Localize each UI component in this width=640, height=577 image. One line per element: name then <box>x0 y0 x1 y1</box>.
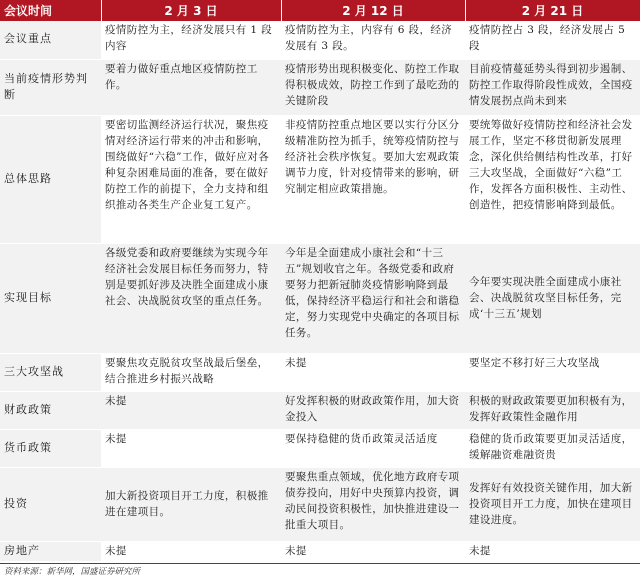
cell-feb-21: 未提 <box>465 541 640 561</box>
table-row <box>0 541 640 561</box>
cell-feb-12: 未提 <box>281 541 465 561</box>
cell-feb-21: 今年要实现决胜全面建成小康社会、决战脱贫攻坚目标任务，完成‘十三五’规划 <box>465 243 640 353</box>
cell-feb-21: 疫情防控占 3 段，经济发展占 5 段 <box>465 21 640 59</box>
table-row <box>0 21 640 59</box>
header-feb-3: 2 月 3 日 <box>101 0 281 21</box>
cell-feb-21: 要坚定不移打好三大攻坚战 <box>465 353 640 391</box>
table-row <box>0 429 640 467</box>
header-feb-12: 2 月 12 日 <box>281 0 465 21</box>
cell-feb-3: 要聚焦攻克脱贫攻坚战最后堡垒，结合推进乡村振兴战略 <box>101 353 281 391</box>
table-row <box>0 353 640 391</box>
cell-feb-12: 疫情形势出现积极变化、防控工作取得积极成效，防控工作到了最吃劲的关键阶段 <box>281 59 465 115</box>
row-category: 三大攻坚战 <box>0 353 101 391</box>
row-category: 实现目标 <box>0 243 101 353</box>
cell-feb-3: 未提 <box>101 391 281 429</box>
cell-feb-12: 未提 <box>281 353 465 391</box>
row-category: 财政政策 <box>0 391 101 429</box>
cell-feb-3: 各级党委和政府要继续为实现今年经济社会发展目标任务而努力，特别是要抓好涉及决胜全面建成小康社会、决战脱贫攻坚的重点任务。 <box>101 243 281 353</box>
cell-feb-3: 加大新投资项目开工力度，积极推进在建项目。 <box>101 467 281 541</box>
row-category: 会议重点 <box>0 21 101 59</box>
header-feb-21: 2 月 21 日 <box>465 0 640 21</box>
cell-feb-21: 目前疫情蔓延势头得到初步遏制、防控工作取得阶段性成效，全国疫情发展拐点尚未到来 <box>465 59 640 115</box>
cell-feb-21: 积极的财政政策要更加积极有为，发挥好政策性金融作用 <box>465 391 640 429</box>
table-row <box>0 59 640 115</box>
row-category: 总体思路 <box>0 115 101 243</box>
table-row <box>0 115 640 243</box>
header-meeting-time: 会议时间 <box>0 0 101 21</box>
source-divider <box>0 563 640 564</box>
row-category: 投资 <box>0 467 101 541</box>
cell-feb-3: 要密切监测经济运行状况，聚焦疫情对经济运行带来的冲击和影响，围绕做好“六稳”工作，做好应对各种复杂困难局面的准备，要在做好防控工作的前提下，全力支持和组织推动各类生产企业复工复产。 <box>101 115 281 243</box>
table-row <box>0 391 640 429</box>
cell-feb-21: 稳健的货币政策要更加灵活适度，缓解融资难融资贵 <box>465 429 640 467</box>
cell-feb-3: 未提 <box>101 541 281 561</box>
cell-feb-3: 疫情防控为主，经济发展只有 1 段内容 <box>101 21 281 59</box>
row-category: 当前疫情形势判断 <box>0 59 101 115</box>
cell-feb-12: 要聚焦重点领域，优化地方政府专项债券投向，用好中央预算内投资，调动民间投资积极性，加快推进建设一批重大项目。 <box>281 467 465 541</box>
cell-feb-12: 今年是全面建成小康社会和“十三五”规划收官之年。各级党委和政府要努力把新冠肺炎疫情影响降到最低，保持经济平稳运行和社会和谐稳定，努力实现党中央确定的各项目标任务。 <box>281 243 465 353</box>
cell-feb-12: 非疫情防控重点地区要以实行分区分级精准防控为抓手，统筹疫情防控与经济社会秩序恢复。要加大宏观政策调节力度，针对疫情带来的影响，研究制定相应政策措施。 <box>281 115 465 243</box>
table-row <box>0 467 640 541</box>
header-row <box>0 0 640 21</box>
cell-feb-12: 好发挥积极的财政政策作用，加大资金投入 <box>281 391 465 429</box>
cell-feb-21: 发挥好有效投资关键作用，加大新投资项目开工力度，加快在建项目建设进度。 <box>465 467 640 541</box>
cell-feb-3: 未提 <box>101 429 281 467</box>
source-note: 资料来源：新华网，国盛证券研究所 <box>4 567 141 577</box>
row-category: 货币政策 <box>0 429 101 467</box>
table-row <box>0 243 640 353</box>
cell-feb-12: 疫情防控为主，内容有 6 段，经济发展有 3 段。 <box>281 21 465 59</box>
cell-feb-21: 要统筹做好疫情防控和经济社会发展工作，坚定不移贯彻新发展理念，深化供给侧结构性改革，打好三大攻坚战，全面做好“六稳”工作，发挥各方面积极性、主动性、创造性，把疫情影响降到最低。 <box>465 115 640 243</box>
cell-feb-12: 要保持稳健的货币政策灵活适度 <box>281 429 465 467</box>
row-category: 房地产 <box>0 541 101 561</box>
cell-feb-3: 要着力做好重点地区疫情防控工作。 <box>101 59 281 115</box>
